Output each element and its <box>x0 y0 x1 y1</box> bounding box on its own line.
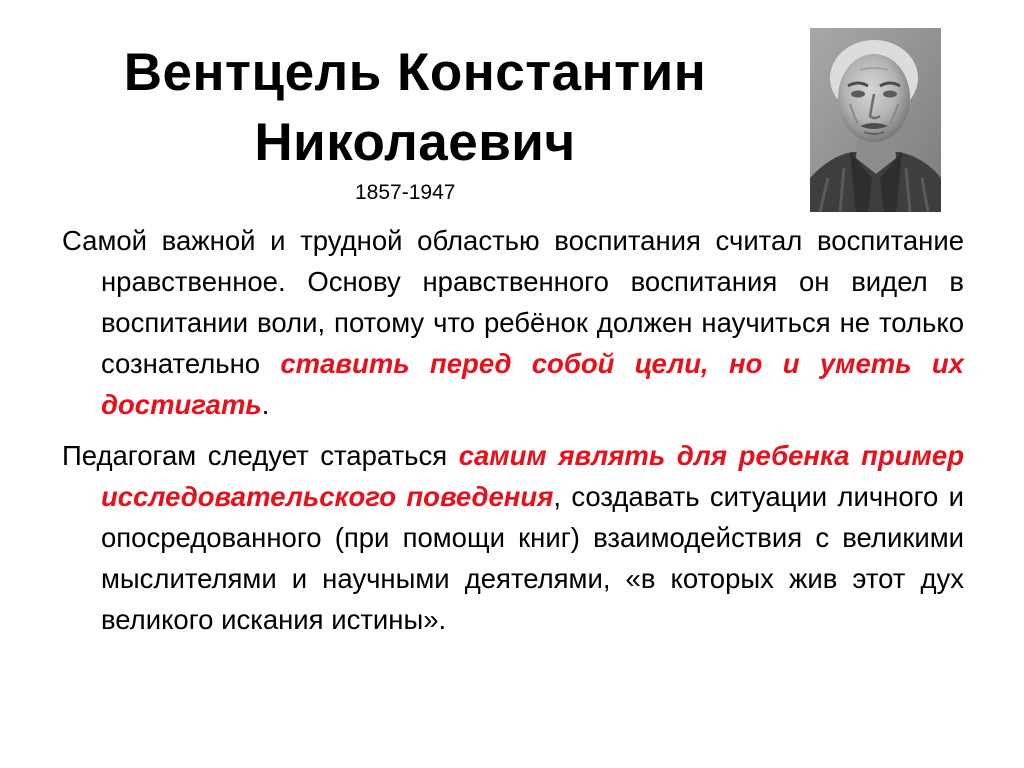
title-block <box>40 38 790 178</box>
paragraph-2-end: , создавать ситуации личного и опосредованного (при помощи книг) взаимодействия с великими мыслителями и научными деятелями, «в которых жив этот дух великого искания истины». <box>101 481 964 635</box>
paragraph-teachers <box>62 435 964 640</box>
paragraph-1-emphasis: ставить перед собой цели, но и уметь их достигать <box>101 348 964 420</box>
paragraph-1-end: . <box>261 389 270 420</box>
paragraph-2-text: Педагогам следует стараться <box>62 440 459 471</box>
body-text <box>62 220 964 640</box>
life-years: 1857-1947 <box>355 181 456 204</box>
paragraph-2-emphasis: самим являть для ребенка пример исследовательского поведения <box>101 440 964 512</box>
slide-title: Вентцель Константин Николаевич <box>123 43 707 172</box>
paragraph-moral-education <box>62 220 964 425</box>
paragraph-1-text: Самой важной и трудной областью воспитания считал воспитание нравственное. Основу нравственного воспитания он видел в воспитании воли, потому что ребёнок должен научиться не только сознательно <box>62 225 964 379</box>
portrait-image <box>810 28 941 212</box>
person-portrait-icon <box>810 28 941 212</box>
